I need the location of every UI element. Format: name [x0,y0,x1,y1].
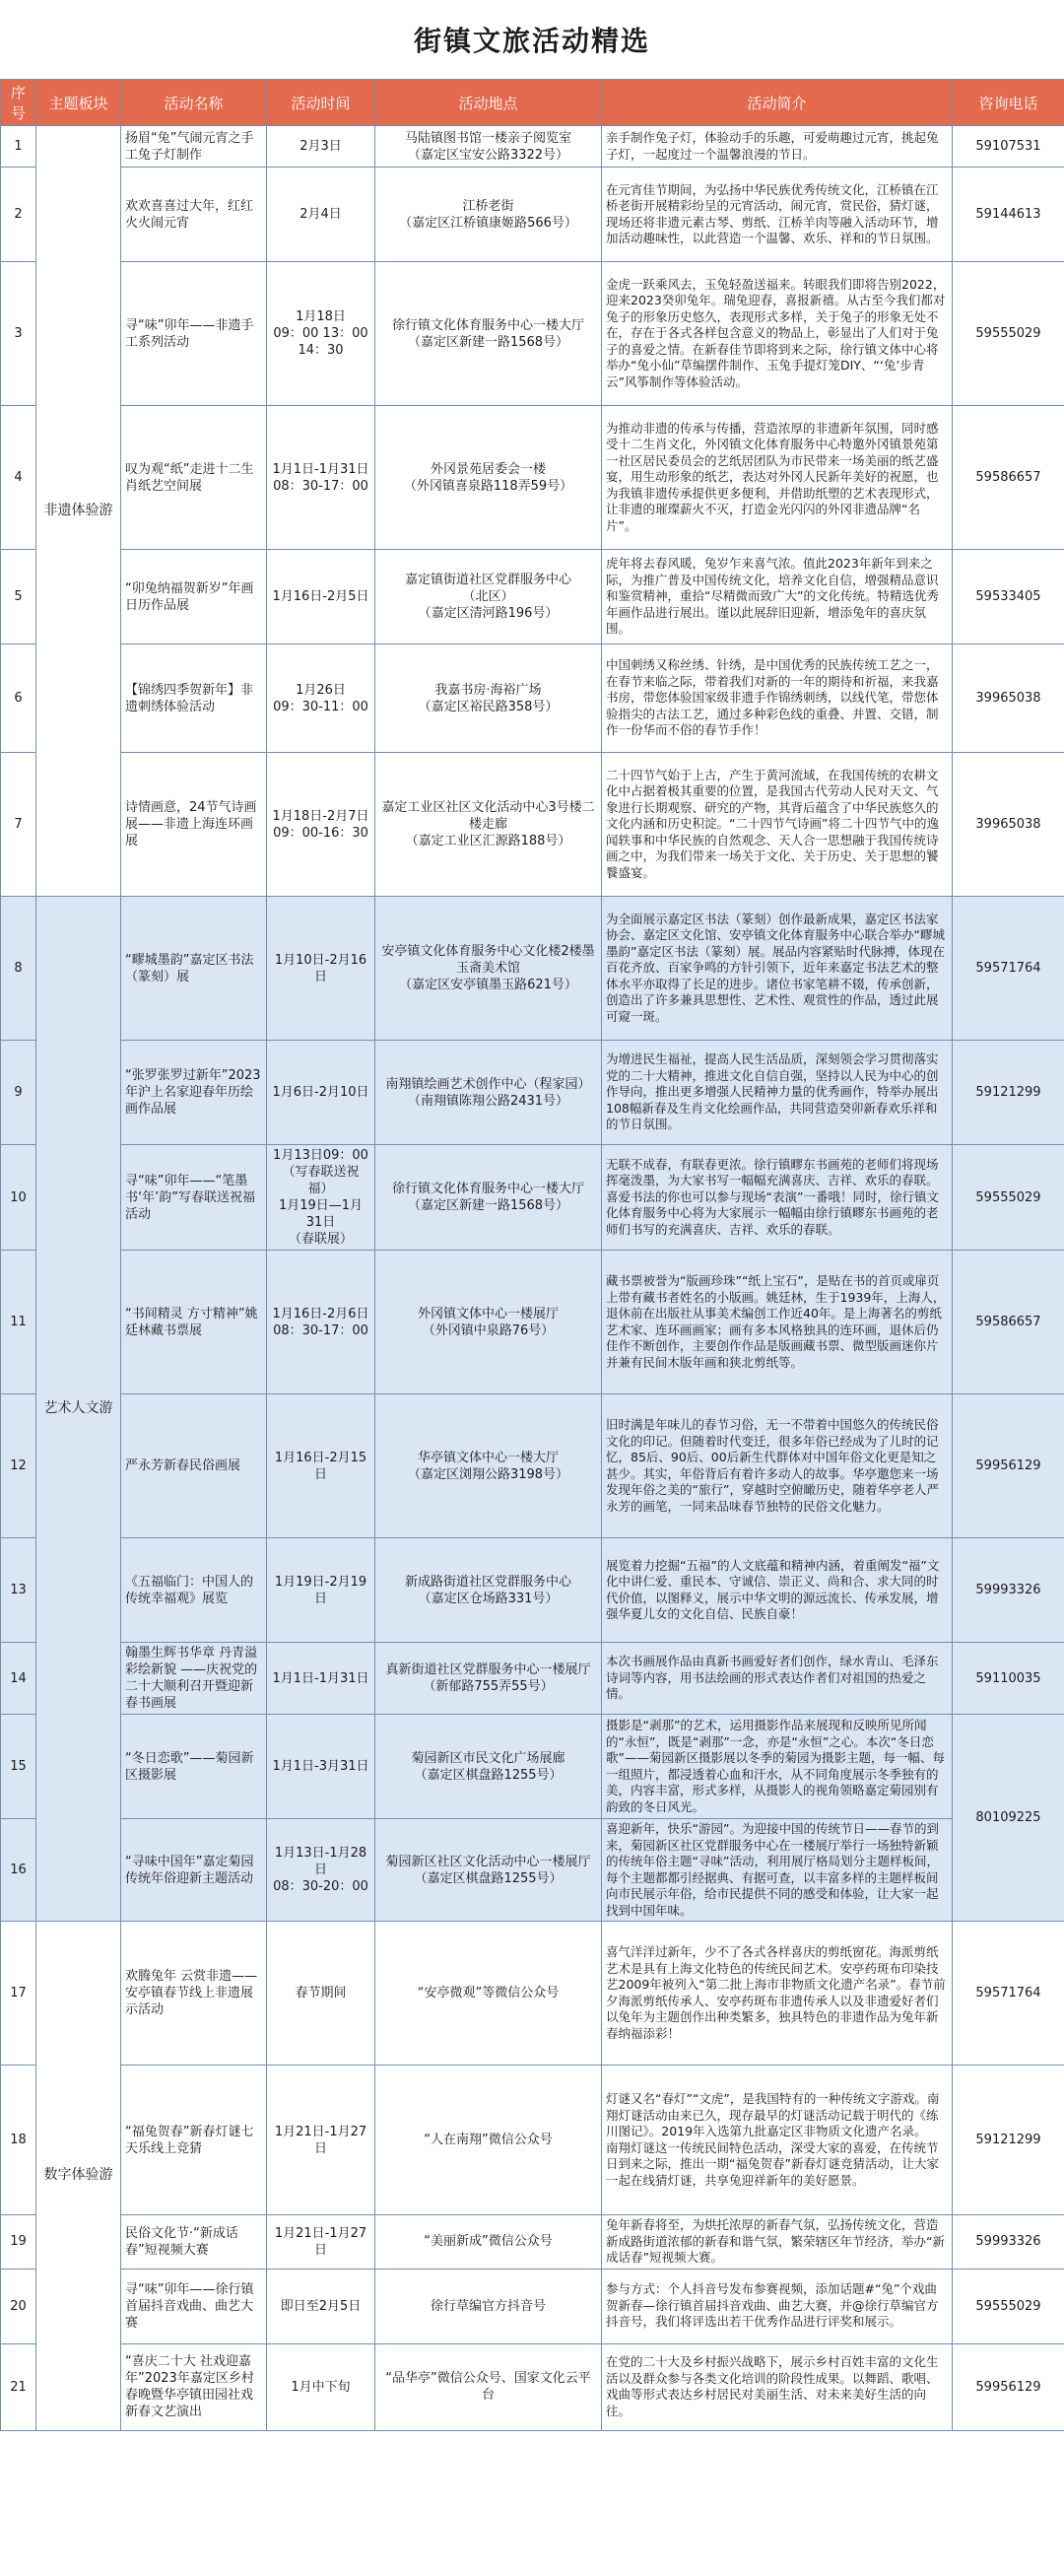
table-row [1,126,1064,168]
table-row [1,2215,1064,2270]
activity-time: 1月1日-1月31日 08：30-17：00 [267,406,375,550]
contact-phone: 59555029 [953,2269,1064,2343]
activity-description: 喜气洋洋过新年，少不了各式各样喜庆的剪纸窗花。海派剪纸艺术是具有上海文化特色的传统民间艺术。安亭药斑布印染技艺2009年被列入“第二批上海市非物质文化遗产名录”。春节前夕海派剪纸传承人、安亭药斑布非遗传承人以及非遗爱好者们以兔年为主题创作出种类繁多，独具特色的非遗作品为兔年新春纳福添彩！ [602,1922,953,2066]
activity-description: 为推动非遗的传承与传播，营造浓厚的非遗新年氛围，同时感受十二生肖文化，外冈镇文化体育服务中心特邀外冈镇景苑第一社区居民委员会的艺纸居团队为市民带来一场美丽的纸艺盛宴，用生动形象的纸艺，表达对外冈人民新年美好的祝愿，也为我镇非遗传承提供更多便利，并借助纸塑的艺术表现形式，让非遗的璀璨薪火不灭，打造金光闪闪的外冈非遗品牌“名片”。 [602,406,953,550]
row-number: 2 [1,168,36,262]
activity-name: “冬日恋歌”——菊园新区摄影展 [121,1715,267,1819]
row-number: 18 [1,2066,36,2215]
activity-description: 本次书画展作品由真新书画爱好者们创作，绿水青山、毛泽东诗词等内容，用书法绘画的形式表达作者们对祖国的热爱之情。 [602,1643,953,1715]
activity-place: 徐行镇文化体育服务中心一楼大厅 （嘉定区新建一路1568号） [375,1145,602,1251]
table-row [1,2269,1064,2343]
contact-phone: 80109225 [953,1715,1064,1922]
activity-description: 藏书票被誉为“版画珍珠”“纸上宝石”，是贴在书的首页或扉页上带有藏书者姓名的小版画。姚廷林，生于1939年，上海人，退休前在出版社从事美术编创工作近40年。是上海著名的剪纸艺术家、连环画画家；画有多本风格独具的连环画，退休后仍佳作不断创作，主要创作作品是版画藏书票、微型版画迷你片并兼有民间木版年画和狭北剪纸等。 [602,1251,953,1394]
table-row [1,1643,1064,1715]
contact-phone: 59586657 [953,406,1064,550]
activity-place: 马陆镇图书馆一楼亲子阅览室 （嘉定区宝安公路3322号） [375,126,602,168]
activity-place: 外冈镇文体中心一楼展厅 （外冈镇中泉路76号） [375,1251,602,1394]
activity-name: “疁城墨韵”嘉定区书法（篆刻）展 [121,897,267,1041]
activity-name: 寻“味”卯年——“笔墨书‘年’韵”写春联送祝福活动 [121,1145,267,1251]
activity-name: 严永芳新春民俗画展 [121,1394,267,1538]
row-number: 7 [1,753,36,897]
activity-description: 喜迎新年，快乐“游园”。为迎接中国的传统节日——春节的到来，菊园新区社区党群服务中心在一楼展厅举行一场独特新颖的传统年俗主题“寻味”活动，利用展厅格局划分主题样板间，每个主题都都引经据典、有据可查，以丰富多样的主题样板间向市民展示年俗，给市民提供不同的感受和体验，让大家一起找到中国年味。 [602,1819,953,1922]
activity-place: 江桥老街 （嘉定区江桥镇康姬路566号） [375,168,602,262]
table-row [1,1041,1064,1145]
activity-place: 新成路街道社区党群服务中心 （嘉定区仓场路331号） [375,1538,602,1643]
activity-place: “人在南翔”微信公众号 [375,2066,602,2215]
table-row [1,1394,1064,1538]
header-category: 主题板块 [36,80,121,126]
table-row [1,1922,1064,2066]
activity-description: 展览着力挖掘“五福”的人文底蕴和精神内涵，着重阐发“福”文化中讲仁爱、重民本、守诚信、崇正义、尚和合、求大同的时代价值，以图释义，展示中华文明的源远流长、传承发展，增强华夏儿女的文化自信、民族自豪！ [602,1538,953,1643]
activity-description: 参与方式：个人抖音号发布参赛视频，添加话题#“兔”个戏曲贺新春—徐行镇首届抖音戏曲、曲艺大赛，并@徐行草编官方抖音号，我们将评选出若干优秀作品进行评奖和展示。 [602,2269,953,2343]
activity-description: 虎年将去春风暖，兔岁乍来喜气浓。值此2023年新年到来之际，为推广普及中国传统文化，培养文化自信，增强精品意识和鉴赏精神，重拾“尽精微而致广大”的文化传统。特精选优秀年画作品进行展出。谨以此展辞旧迎新，增添兔年的喜庆氛围。 [602,550,953,644]
activity-description: 中国刺绣又称丝绣、针绣，是中国优秀的民族传统工艺之一，在春节来临之际，带着我们对新的一年的期待和祈福，来我嘉书房，带您体验国家级非遗手作锦绣刺绣，以线代笔，带您体验指尖的古法工艺，通过多种彩色线的重叠、并置、交错，制作一份华而不俗的春节手作！ [602,644,953,753]
contact-phone: 39965038 [953,644,1064,753]
activity-name: 叹为观“纸”走进十二生肖纸艺空间展 [121,406,267,550]
activity-description: 兔年新春将至，为烘托浓厚的新春气氛，弘扬传统文化，营造新成路街道浓郁的新春和谐气氛，繁荣辖区年节经济，举办“新成话春”短视频大赛。 [602,2215,953,2270]
activity-time: 1月18日 09：00 13：00 14：30 [267,262,375,406]
row-number: 21 [1,2343,36,2430]
contact-phone: 59121299 [953,2066,1064,2215]
activity-time: 1月1日-3月31日 [267,1715,375,1819]
row-number: 5 [1,550,36,644]
activity-description: 亲手制作兔子灯，体验动手的乐趣，可爱萌趣过元宵，挑起兔子灯，一起度过一个温馨浪漫的节日。 [602,126,953,168]
table-row [1,262,1064,406]
activity-time: 1月16日-2月5日 [267,550,375,644]
row-number: 12 [1,1394,36,1538]
activity-place: 安亭镇文化体育服务中心文化楼2楼墨玉斋美术馆 （嘉定区安亭镇墨玉路621号） [375,897,602,1041]
header-time: 活动时间 [267,80,375,126]
activity-place: “美丽新成”微信公众号 [375,2215,602,2270]
row-number: 9 [1,1041,36,1145]
activity-time: 春节期间 [267,1922,375,2066]
contact-phone: 59993326 [953,1538,1064,1643]
row-number: 20 [1,2269,36,2343]
activity-name: “卯兔纳福贺新岁”年画日历作品展 [121,550,267,644]
contact-phone: 59555029 [953,262,1064,406]
table-row [1,550,1064,644]
activity-time: 2月3日 [267,126,375,168]
activity-name: 《五福临门：中国人的传统幸福观》展览 [121,1538,267,1643]
activity-name: “张罗张罗过新年”2023年沪上名家迎春年历绘画作品展 [121,1041,267,1145]
table-row [1,2343,1064,2430]
row-number: 10 [1,1145,36,1251]
activity-time: 1月6日-2月10日 [267,1041,375,1145]
activity-time: 1月26日 09：30-11：00 [267,644,375,753]
table-row [1,1145,1064,1251]
activity-table [0,79,1064,2431]
activity-place: 我嘉书房·海裕广场 （嘉定区裕民路358号） [375,644,602,753]
header-place: 活动地点 [375,80,602,126]
contact-phone: 59956129 [953,1394,1064,1538]
activity-time: 1月19日-2月19日 [267,1538,375,1643]
row-number: 1 [1,126,36,168]
activity-place: 菊园新区市民文化广场展廊 （嘉定区棋盘路1255号） [375,1715,602,1819]
row-number: 16 [1,1819,36,1922]
activity-name: 欢腾兔年 云赏非遗——安亭镇春节线上非遗展示活动 [121,1922,267,2066]
activity-time: 2月4日 [267,168,375,262]
contact-phone: 59993326 [953,2215,1064,2270]
category-cell: 数字体验游 [36,1922,121,2431]
activity-place: 嘉定镇街道社区党群服务中心 （北区） （嘉定区清河路196号） [375,550,602,644]
activity-time: 1月13日09：00 （写春联送祝福） 1月19日—1月31日 （春联展） [267,1145,375,1251]
header-name: 活动名称 [121,80,267,126]
contact-phone: 59956129 [953,2343,1064,2430]
table-row [1,1715,1064,1819]
header-phone: 咨询电话 [953,80,1064,126]
activity-name: “书间精灵 方寸精神”姚廷林藏书票展 [121,1251,267,1394]
activity-time: 1月1日-1月31日 [267,1643,375,1715]
activity-name: 民俗文化节·“新成话春”短视频大赛 [121,2215,267,2270]
row-number: 19 [1,2215,36,2270]
activity-place: 徐行镇文化体育服务中心一楼大厅 （嘉定区新建一路1568号） [375,262,602,406]
activity-name: 寻“味”卯年——徐行镇首届抖音戏曲、曲艺大赛 [121,2269,267,2343]
row-number: 11 [1,1251,36,1394]
activity-name: 翰墨生辉书华章 丹青溢彩绘新貌 ——庆祝党的二十大顺利召开暨迎新春书画展 [121,1643,267,1715]
activity-description: 为全面展示嘉定区书法（篆刻）创作最新成果，嘉定区书法家协会、嘉定区文化馆、安亭镇文化体育服务中心联合举办“疁城墨韵”嘉定区书法（篆刻）展。展品内容紧贴时代脉搏，体现在百花齐放、百家争鸣的方针引领下，近年来嘉定书法艺术的整体水平亦取得了长足的进步。诸位书家笔耕不辍，传承创新，创造出了许多兼具思想性、艺术性、观赏性的作品，透过此展可窥一斑。 [602,897,953,1041]
contact-phone: 39965038 [953,753,1064,897]
activity-place: 外冈景苑居委会一楼 （外冈镇喜泉路118弄59号） [375,406,602,550]
activity-name: 欢欢喜喜过大年，红红火火闹元宵 [121,168,267,262]
row-number: 8 [1,897,36,1041]
activity-name: 诗情画意，24节气诗画展——非遗上海连环画展 [121,753,267,897]
activity-name: 【锦绣四季贺新年】非遗刺绣体验活动 [121,644,267,753]
contact-phone: 59555029 [953,1145,1064,1251]
activity-name: “喜庆二十大 社戏迎嘉年”2023年嘉定区乡村春晚暨华亭镇田园社戏新春文艺演出 [121,2343,267,2430]
activity-place: 徐行草编官方抖音号 [375,2269,602,2343]
activity-description: 灯谜又名“春灯”“文虎”，是我国特有的一种传统文字游戏。南翔灯谜活动由来已久，现存最早的灯谜活动记载于明代的《练川图记》。2019年入选第九批嘉定区非物质文化遗产名录。 南翔灯谜这一传统民间特色活动，深受大家的喜爱，在传统节日到来之际，推出一期“福兔贺春”新春灯谜竞猜活动，让大家一起在线猜灯谜，共享兔迎祥新年的美好愿景。 [602,2066,953,2215]
table-row [1,1819,1064,1922]
contact-phone: 59571764 [953,897,1064,1041]
table-row [1,897,1064,1041]
category-cell: 艺术人文游 [36,897,121,1922]
contact-phone: 59586657 [953,1251,1064,1394]
contact-phone: 59121299 [953,1041,1064,1145]
header-no: 序号 [1,80,36,126]
activity-time: 1月13日-1月28日 08：30-20：00 [267,1819,375,1922]
activity-description: 摄影是“剥那”的艺术，运用摄影作品来展现和反映所见所闻的“永恒”，既是“剥那”一念，亦是“永恒”之心。本次“冬日恋歌”——菊园新区摄影展以冬季的菊园为摄影主题，每一幅、每一组照片，都浸透着心血和汗水，从不同角度展示冬季独有的美，内容丰富，形式多样，从摄影人的视角领略嘉定菊园别有韵致的冬日风光。 [602,1715,953,1819]
activity-name: 寻“味”卯年——非遗手工系列活动 [121,262,267,406]
activity-name: “福兔贺春”新春灯谜七天乐线上竞猜 [121,2066,267,2215]
activity-time: 1月16日-2月15日 [267,1394,375,1538]
activity-time: 1月21日-1月27日 [267,2215,375,2270]
activity-place: 菊园新区社区文化活动中心一楼展厅 （嘉定区棋盘路1255号） [375,1819,602,1922]
table-row [1,2066,1064,2215]
activity-place: 真新街道社区党群服务中心一楼展厅 （新郁路755弄55号） [375,1643,602,1715]
row-number: 3 [1,262,36,406]
table-row [1,1538,1064,1643]
activity-time: 1月中下旬 [267,2343,375,2430]
header-desc: 活动简介 [602,80,953,126]
activity-place: 南翔镇绘画艺术创作中心（程家园） （南翔镇陈翔公路2431号） [375,1041,602,1145]
table-row [1,753,1064,897]
row-number: 4 [1,406,36,550]
activity-place: 嘉定工业区社区文化活动中心3号楼二楼走廊 （嘉定工业区汇源路188号） [375,753,602,897]
activity-place: 华亭镇文体中心一楼大厅 （嘉定区浏翔公路3198号） [375,1394,602,1538]
activity-time: 1月10日-2月16日 [267,897,375,1041]
category-cell: 非遗体验游 [36,126,121,897]
contact-phone: 59144613 [953,168,1064,262]
table-body [1,126,1064,2431]
page-title: 街镇文旅活动精选 [413,25,650,57]
activity-time: 1月16日-2月6日 08：30-17：00 [267,1251,375,1394]
table-header-row [1,80,1064,126]
row-number: 17 [1,1922,36,2066]
activity-name: 扬眉“兔”气闹元宵之手工兔子灯制作 [121,126,267,168]
activity-place: “品华亭”微信公众号、国家文化云平台 [375,2343,602,2430]
contact-phone: 59110035 [953,1643,1064,1715]
activity-description: 旧时满是年味儿的春节习俗，无一不带着中国悠久的传统民俗文化的印记。但随着时代变迁，很多年俗已经成为了儿时的记忆，85后、90后、00后新生代群体对中国年俗文化更是知之甚少。其实，年俗背后有着许多动人的故事。华亭邀您来一场发现年俗之美的“旅行”，穿越时空俯瞰历史，随着华亭老人严永芳的画笔，一同来品味春节独特的民俗文化魅力。 [602,1394,953,1538]
row-number: 14 [1,1643,36,1715]
table-row [1,168,1064,262]
activity-time: 1月18日-2月7日 09：00-16：30 [267,753,375,897]
activity-time: 即日至2月5日 [267,2269,375,2343]
activity-description: 二十四节气始于上古，产生于黄河流域，在我国传统的农耕文化中占据着极其重要的位置，是我国古代劳动人民对天文、气象进行长期观察、研究的产物，其背后蕴含了中华民族悠久的文化内涵和历史积淀。“二十四节气诗画”将二十四节气中的逸闻轶事和中华民族的自然观念、天人合一思想融于我国传统诗画之中，为我们带来一场关于文化、关于历史、关于思想的饕餮盛宴。 [602,753,953,897]
contact-phone: 59571764 [953,1922,1064,2066]
activity-description: 为增进民生福祉，提高人民生活品质，深刻领会学习贯彻落实党的二十大精神，推进文化自信自强，坚持以人民为中心的创作导向，推出更多增强人民精神力量的优秀画作，特举办展出108幅新春及生肖文化绘画作品，共同营造癸卯新春欢乐祥和的节日氛围。 [602,1041,953,1145]
table-row [1,644,1064,753]
row-number: 6 [1,644,36,753]
activity-name: “寻味中国年”嘉定菊园传统年俗迎新主题活动 [121,1819,267,1922]
contact-phone: 59107531 [953,126,1064,168]
row-number: 13 [1,1538,36,1643]
activity-description: 金虎一跃乘风去，玉兔轻盈送福来。转眼我们即将告别2022，迎来2023癸卯兔年。瑞兔迎春，喜报新禧。从古至今我们都对兔子的形象历史悠久，表现形式多样，关于兔子的形象无处不在，存在于各式各样包含意义的物品上，彰显出了人们对于兔子的喜爱之情。在新春佳节即将到来之际，徐行镇文体中心将举办“兔小仙”草编摆件制作、玉兔手提灯笼DIY、“‘兔’步青云”风筝制作等体验活动。 [602,262,953,406]
contact-phone: 59533405 [953,550,1064,644]
activity-time: 1月21日-1月27日 [267,2066,375,2215]
activity-description: 无联不成春，有联春更浓。徐行镇疁东书画苑的老师们将现场挥毫泼墨，为大家书写一幅幅充满喜庆、吉祥、欢乐的春联。喜爱书法的你也可以参与现场“表演”一番哦！同时，徐行镇文化体育服务中心将为大家展示一幅幅由徐行镇疁东书画苑的老师们书写的充满喜庆、吉祥、欢乐的春联。 [602,1145,953,1251]
activity-description: 在党的二十大及乡村振兴战略下，展示乡村百姓丰富的文化生活以及群众参与各类文化培训的阶段性成果。以舞蹈、歌唱、戏曲等形式表达乡村居民对美丽生活、对未来美好生活的向往。 [602,2343,953,2430]
activity-description: 在元宵佳节期间，为弘扬中华民族优秀传统文化，江桥镇在江桥老街开展精彩纷呈的元宵活动，闹元宵，赏民俗，猜灯谜，现场还将非遗元素古琴、剪纸、江桥羊肉等融入活动环节，增加活动趣味性，以此营造一个温馨、欢乐、祥和的节日氛围。 [602,168,953,262]
activity-place: “安亭微观”等微信公众号 [375,1922,602,2066]
table-row [1,1251,1064,1394]
row-number: 15 [1,1715,36,1819]
table-row [1,406,1064,550]
